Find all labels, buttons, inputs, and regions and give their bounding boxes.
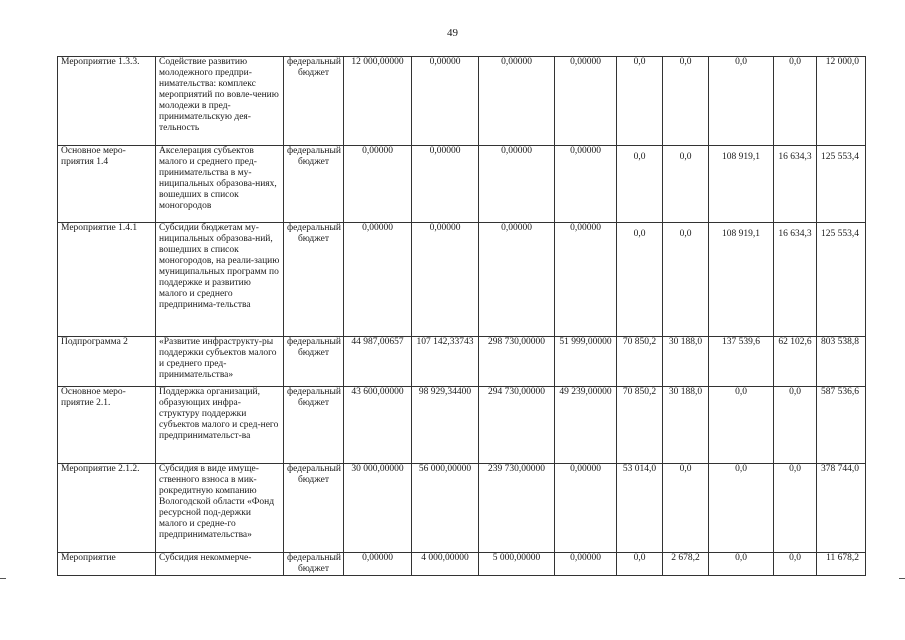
amount-cell: 125 553,4 — [817, 146, 866, 223]
amount-cell: 0,0 — [774, 464, 817, 553]
amount-cell: 11 678,2 — [817, 553, 866, 576]
amount-cell: 108 919,1 — [709, 223, 774, 337]
amount-cell: 0,0 — [774, 57, 817, 146]
measure-description-cell: Акселерация субъектов малого и среднего пред-принимательства в му-ниципальных образова-ниях, вошедших в список моногородов — [156, 146, 284, 223]
amount-cell: 4 000,00000 — [412, 553, 479, 576]
amount-cell: 5 000,00000 — [479, 553, 555, 576]
amount-cell: 125 553,4 — [817, 223, 866, 337]
amount-cell: 0,0 — [663, 57, 709, 146]
measure-description-cell: Субсидия некоммерче- — [156, 553, 284, 576]
amount-cell: 0,00000 — [555, 223, 617, 337]
measure-name-cell: Мероприятие — [58, 553, 156, 576]
amount-cell: 12 000,00000 — [344, 57, 412, 146]
amount-cell: 298 730,00000 — [479, 337, 555, 387]
amount-cell: 0,00000 — [344, 146, 412, 223]
amount-cell: 0,0 — [663, 223, 709, 337]
amount-cell: 0,0 — [709, 553, 774, 576]
amount-cell: 0,00000 — [344, 223, 412, 337]
funding-source-cell: федеральный бюджет — [284, 464, 344, 553]
measure-name-cell: Основное меро-приятия 1.4 — [58, 146, 156, 223]
measure-description-cell: Субсидии бюджетам му-ниципальных образова-ний, вошедших в список моногородов, на реали-зацию муниципальных программ по поддержке и развитию малого и среднего предпринима-тельства — [156, 223, 284, 337]
amount-cell: 108 919,1 — [709, 146, 774, 223]
page-number: 49 — [447, 27, 458, 39]
table-row — [58, 146, 866, 223]
amount-cell: 0,0 — [617, 57, 663, 146]
amount-cell: 137 539,6 — [709, 337, 774, 387]
table-row — [58, 337, 866, 387]
measure-description-cell: «Развитие инфраструкту-ры поддержки субъектов малого и среднего пред-принимательства» — [156, 337, 284, 387]
amount-cell: 44 987,00657 — [344, 337, 412, 387]
amount-cell: 0,00000 — [479, 146, 555, 223]
table-row — [58, 57, 866, 146]
amount-cell: 30 188,0 — [663, 387, 709, 464]
amount-cell: 0,0 — [709, 387, 774, 464]
amount-cell: 30 188,0 — [663, 337, 709, 387]
amount-cell: 30 000,00000 — [344, 464, 412, 553]
amount-cell: 0,00000 — [555, 553, 617, 576]
measure-description-cell: Содействие развитию молодежного предпри-нимательства: комплекс мероприятий по вовле-чению молодежи в пред-принимательскую дея-тельность — [156, 57, 284, 146]
measure-name-cell: Подпрограмма 2 — [58, 337, 156, 387]
amount-cell: 2 678,2 — [663, 553, 709, 576]
amount-cell: 0,0 — [617, 553, 663, 576]
amount-cell: 53 014,0 — [617, 464, 663, 553]
amount-cell: 0,00000 — [344, 553, 412, 576]
amount-cell: 239 730,00000 — [479, 464, 555, 553]
funding-source-cell: федеральный бюджет — [284, 387, 344, 464]
measure-description-cell: Субсидия в виде имуще-ственного взноса в мик-рокредитную компанию Вологодской области «Фонд ресурсной под-держки малого и средне-го предпринимательства» — [156, 464, 284, 553]
amount-cell: 0,0 — [617, 146, 663, 223]
funding-source-cell: федеральный бюджет — [284, 146, 344, 223]
funding-source-cell: федеральный бюджет — [284, 223, 344, 337]
amount-cell: 587 536,6 — [817, 387, 866, 464]
amount-cell: 0,0 — [774, 387, 817, 464]
funding-source-cell: федеральный бюджет — [284, 57, 344, 146]
table-row — [58, 387, 866, 464]
amount-cell: 98 929,34400 — [412, 387, 479, 464]
amount-cell: 0,0 — [617, 223, 663, 337]
amount-cell: 51 999,00000 — [555, 337, 617, 387]
amount-cell: 16 634,3 — [774, 223, 817, 337]
right-edge-mark — [899, 578, 905, 579]
amount-cell: 0,00000 — [479, 57, 555, 146]
measure-name-cell: Основное меро-приятие 2.1. — [58, 387, 156, 464]
amount-cell: 294 730,00000 — [479, 387, 555, 464]
amount-cell: 0,0 — [663, 146, 709, 223]
measure-name-cell: Мероприятие 2.1.2. — [58, 464, 156, 553]
table-row — [58, 223, 866, 337]
table-row — [58, 464, 866, 553]
amount-cell: 107 142,33743 — [412, 337, 479, 387]
amount-cell: 12 000,0 — [817, 57, 866, 146]
budget-table-body — [58, 57, 866, 576]
funding-source-cell: федеральный бюджет — [284, 553, 344, 576]
amount-cell: 0,00000 — [555, 57, 617, 146]
amount-cell: 0,00000 — [412, 223, 479, 337]
amount-cell: 49 239,00000 — [555, 387, 617, 464]
amount-cell: 378 744,0 — [817, 464, 866, 553]
funding-source-cell: федеральный бюджет — [284, 337, 344, 387]
amount-cell: 803 538,8 — [817, 337, 866, 387]
amount-cell: 0,0 — [709, 464, 774, 553]
budget-table — [57, 56, 866, 576]
left-edge-mark — [0, 578, 6, 579]
measure-name-cell: Мероприятие 1.3.3. — [58, 57, 156, 146]
amount-cell: 0,0 — [663, 464, 709, 553]
amount-cell: 0,0 — [774, 553, 817, 576]
measure-name-cell: Мероприятие 1.4.1 — [58, 223, 156, 337]
measure-description-cell: Поддержка организаций, образующих инфра-структуру поддержки субъектов малого и сред-него предпринимательст-ва — [156, 387, 284, 464]
amount-cell: 16 634,3 — [774, 146, 817, 223]
amount-cell: 70 850,2 — [617, 337, 663, 387]
amount-cell: 62 102,6 — [774, 337, 817, 387]
amount-cell: 0,00000 — [479, 223, 555, 337]
amount-cell: 56 000,00000 — [412, 464, 479, 553]
amount-cell: 43 600,00000 — [344, 387, 412, 464]
amount-cell: 0,00000 — [555, 146, 617, 223]
amount-cell: 0,00000 — [555, 464, 617, 553]
table-row — [58, 553, 866, 576]
amount-cell: 0,0 — [709, 57, 774, 146]
amount-cell: 0,00000 — [412, 57, 479, 146]
amount-cell: 0,00000 — [412, 146, 479, 223]
amount-cell: 70 850,2 — [617, 387, 663, 464]
